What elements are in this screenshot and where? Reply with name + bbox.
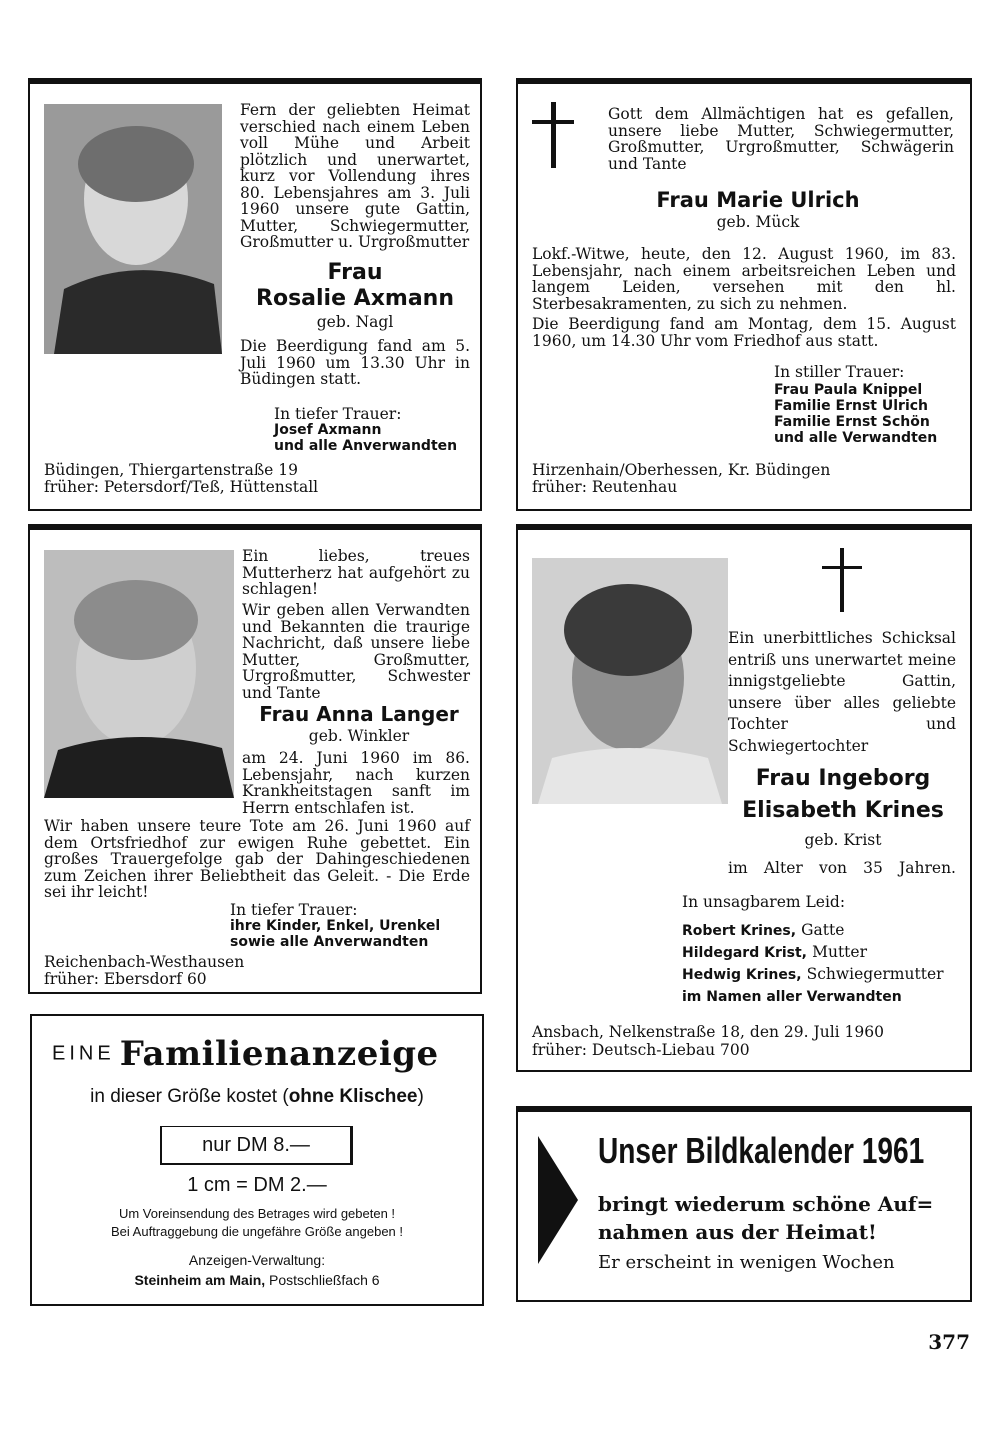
obituary-ulrich-body: Lokf.-Witwe, heute, den 12. August 1960, im 83. Lebensjahr, nach einem arbeitsreichen Leben und langem Leiden, versehen mit den hl. Sterbesakramenten, zu sich zu nehmen. [532, 245, 956, 313]
obituary-langer-mourner-1: ihre Kinder, Enkel, Urenkel [230, 918, 441, 934]
ad-family-price-cm: 1 cm = DM 2.— [187, 1174, 327, 1196]
ad-family-admin-address: Steinheim am Main, Postschließfach 6 [134, 1272, 380, 1288]
obituary-langer [28, 524, 482, 994]
portrait-photo-krines [532, 558, 728, 804]
obituary-ulrich-funeral: Die Beerdigung fand am Montag, dem 15. August 1960, um 14.30 Uhr vom Friedhof aus statt. [532, 315, 956, 350]
obituary-langer-address-1: Reichenbach-Westhausen [44, 953, 245, 971]
mourner-relation: Gatte [801, 921, 845, 939]
ad-calendar-line-3: Er erscheint in wenigen Wochen [598, 1252, 895, 1273]
page-number: 377 [928, 1330, 970, 1354]
ad-family-eine: EINE [52, 1042, 115, 1065]
obituary-axmann [28, 78, 482, 511]
ad-family-price-box: nur DM 8.— [160, 1126, 353, 1165]
mourner-name: Hildegard Krist, [682, 945, 807, 961]
obituary-krines-name-line1: Frau Ingeborg [755, 766, 931, 791]
advertisement-family-notice [30, 1014, 484, 1306]
obituary-langer-mourner-2: sowie alle Anverwandten [230, 934, 429, 950]
obituary-langer-mourning-label: In tiefer Trauer: [230, 901, 358, 919]
obituary-ulrich [516, 78, 972, 511]
mourner-relation: Schwiegermutter [806, 965, 944, 983]
obituary-krines-address-2: früher: Deutsch-Liebau 700 [532, 1041, 750, 1059]
obituary-axmann-address-1: Büdingen, Thiergartenstraße 19 [44, 461, 298, 479]
advertisement-picture-calendar [516, 1106, 972, 1302]
obituary-axmann-intro: Fern der geliebten Heimat verschied nach einem Leben voll Mühe und Arbeit plötzlich und unerwartet, kurz vor Vollendung ihres 80. Lebensjahres am 3. Juli 1960 unsere gute Gattin, Mutter, Schwiegermutter, Großmutter u. Urgroßmutter [240, 101, 470, 251]
obituary-krines-address-1: Ansbach, Nelkenstraße 18, den 29. Juli 1960 [532, 1023, 884, 1041]
obituary-krines-mourning-label: In unsagbarem Leid: [682, 893, 846, 911]
portrait-elderly-woman-icon [44, 550, 234, 798]
obituary-langer-address-2: früher: Ebersdorf 60 [44, 970, 207, 988]
obituary-ulrich-maiden: geb. Mück [716, 213, 800, 231]
mourner-name: im Namen aller Verwandten [682, 989, 902, 1005]
ad-family-note-2: Bei Auftraggebung die ungefähre Größe angeben ! [111, 1224, 403, 1239]
obituary-langer-intro-1: Ein liebes, treues Mutterherz hat aufgehört zu schlagen! [242, 547, 470, 598]
obituary-axmann-address-2: früher: Petersdorf/Teß, Hüttenstall [44, 478, 319, 496]
portrait-woman-icon [44, 104, 222, 354]
obituary-langer-body: am 24. Juni 1960 im 86. Lebensjahr, nach kurzen Krankheitstagen sanft im Herrn entschlafen ist. [242, 749, 470, 817]
ad-calendar-title: Unser Bildkalender 1961 [598, 1130, 925, 1171]
obituary-krines-name-line2: Elisabeth Krines [742, 798, 944, 823]
ad-family-title: Familienanzeige [119, 1034, 439, 1074]
obituary-krines-maiden: geb. Krist [804, 831, 882, 849]
obituary-ulrich-mourner-1: Frau Paula Knippel [774, 382, 923, 398]
portrait-photo-langer [44, 550, 234, 798]
obituary-axmann-maiden: geb. Nagl [316, 313, 394, 331]
obituary-ulrich-address-1: Hirzenhain/Oberhessen, Kr. Büdingen [532, 461, 831, 479]
obituary-axmann-mourner-2: und alle Anverwandten [274, 438, 458, 454]
arrow-right-icon [538, 1136, 578, 1264]
obituary-axmann-mourning-label: In tiefer Trauer: [274, 405, 402, 423]
obituary-axmann-name-line1: Frau [327, 260, 383, 285]
obituary-krines-mourner-row [682, 942, 962, 962]
obituary-langer-name: Frau Anna Langer [259, 702, 459, 726]
obituary-krines [516, 524, 972, 1072]
portrait-young-woman-icon [532, 558, 728, 804]
mourner-name: Hedwig Krines, [682, 967, 802, 983]
obituary-krines-intro: Ein unerbittliches Schicksal entriß uns unerwartet meine innigstgeliebte Gattin, unsere über alles geliebte Tochter und Schwiegertochter [728, 629, 956, 755]
obituary-ulrich-mourner-2: Familie Ernst Ulrich [774, 398, 929, 414]
ad-calendar-line-2: nahmen aus der Heimat! [598, 1220, 877, 1244]
obituary-langer-body-2: Wir haben unsere teure Tote am 26. Juni 1960 auf dem Ortsfriedhof zur ewigen Ruhe gebettet. Ein großes Trauergefolge gab der Dahingeschiedenen zum Zeichen ihrer Beliebtheit das Geleit. - Die Erde sei ihr leicht! [44, 817, 470, 901]
obituary-krines-mourner-row [682, 986, 962, 1006]
ad-family-subtitle: in dieser Größe kostet (ohne Klischee) [90, 1086, 424, 1107]
obituary-krines-mourner-row [682, 964, 962, 984]
obituary-ulrich-mourner-3: Familie Ernst Schön [774, 414, 930, 430]
ad-family-admin-label: Anzeigen-Verwaltung: [188, 1252, 326, 1268]
obituary-krines-age: im Alter von 35 Jahren. [728, 859, 956, 877]
ad-family-note-1: Um Voreinsendung des Betrages wird gebeten ! [118, 1206, 396, 1221]
ad-calendar-line-1: bringt wiederum schöne Auf= [598, 1192, 934, 1216]
obituary-langer-maiden: geb. Winkler [308, 727, 410, 745]
cross-icon [532, 102, 574, 168]
obituary-ulrich-address-2: früher: Reutenhau [532, 478, 678, 496]
cross-icon [822, 548, 862, 612]
obituary-krines-mourner-row [682, 920, 962, 940]
obituary-axmann-mourner-1: Josef Axmann [274, 422, 382, 438]
obituary-ulrich-intro: Gott dem Allmächtigen hat es gefallen, unsere liebe Mutter, Schwiegermutter, Großmutter, Urgroßmutter, Schwägerin und Tante [608, 105, 954, 173]
obituary-axmann-funeral: Die Beerdigung fand am 5. Juli 1960 um 13.30 Uhr in Büdingen statt. [240, 337, 470, 388]
obituary-ulrich-mourner-4: und alle Verwandten [774, 430, 938, 446]
obituary-axmann-name-line2: Rosalie Axmann [256, 286, 454, 311]
obituary-langer-intro-2: Wir geben allen Verwandten und Bekannten die traurige Nachricht, daß unsere liebe Mutter, Großmutter, Urgroßmutter, Schwester und Tante [242, 601, 470, 702]
obituary-ulrich-mourning-label: In stiller Trauer: [774, 363, 905, 381]
ad-family-headline [52, 1034, 472, 1074]
mourner-relation: Mutter [812, 943, 867, 961]
mourner-name: Robert Krines, [682, 923, 797, 939]
obituary-ulrich-name: Frau Marie Ulrich [656, 188, 860, 212]
portrait-photo-axmann [44, 104, 222, 354]
